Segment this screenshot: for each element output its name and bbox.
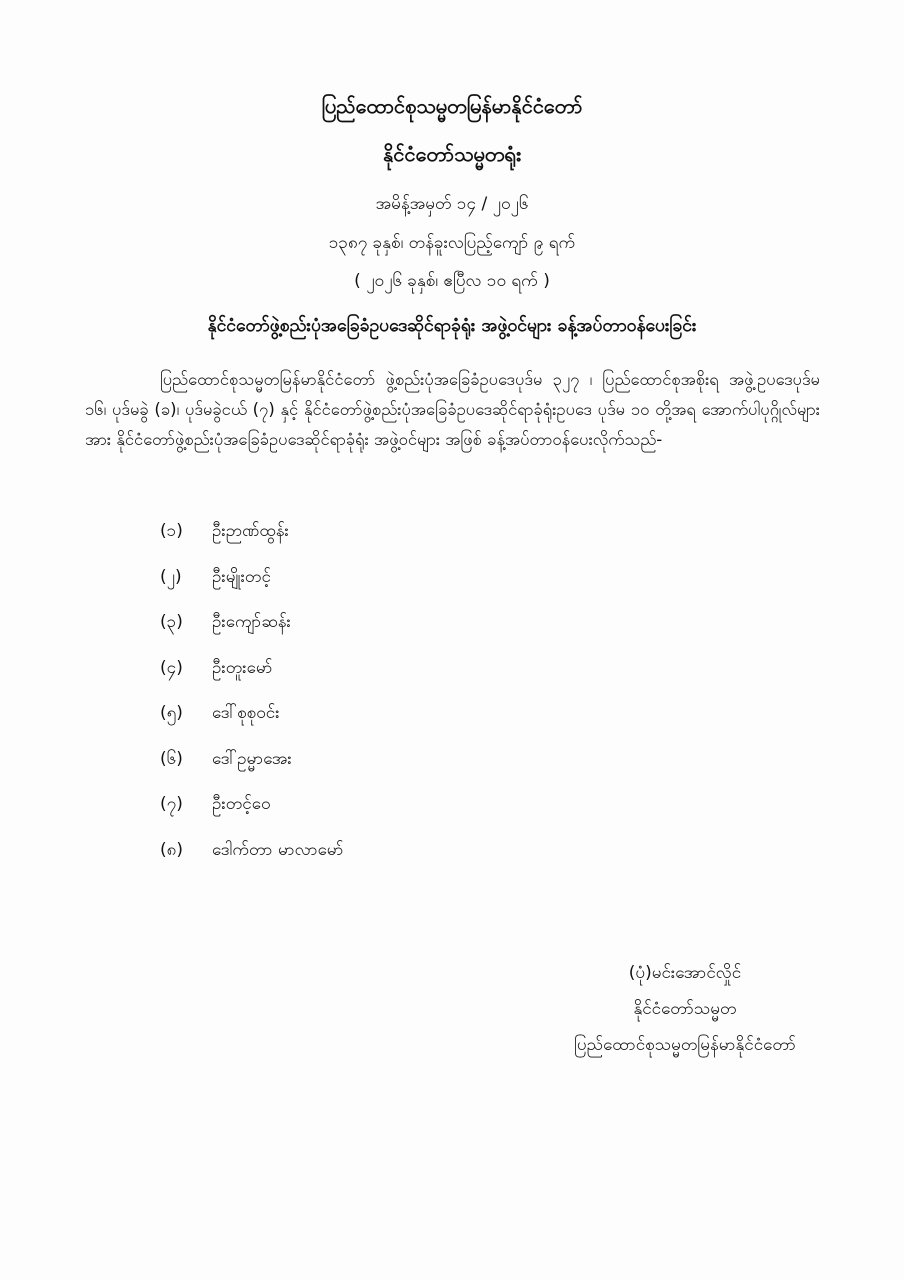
list-item <box>160 829 344 875</box>
member-list <box>160 510 344 874</box>
member-number: (၄) <box>160 657 183 678</box>
list-item <box>160 783 344 829</box>
member-name: ဦးဉာဏ်ထွန်း <box>212 521 289 542</box>
list-item <box>160 692 344 738</box>
office-name: နိုင်ငံတော်သမ္မတရုံး <box>383 142 521 166</box>
member-number: (၅) <box>160 703 183 724</box>
member-name: ဒေါ်စုစုဝင်း <box>212 703 280 724</box>
order-number: အမိန့်အမှတ် ၁၄ / ၂၀၂၆ <box>375 194 529 214</box>
member-name: ဦးတူးမော် <box>212 657 273 678</box>
member-number: (၃) <box>160 612 183 633</box>
order-subject: နိုင်ငံတော်ဖွဲ့စည်းပုံအခြေခံဥပဒေဆိုင်ရာခုံရုံး အဖွဲ့ဝင်များ ခန့်အပ်တာဝန်ပေးခြင်း <box>207 316 697 336</box>
member-number: (၁) <box>160 521 183 542</box>
document-title: ပြည်ထောင်စုသမ္မတမြန်မာနိုင်ငံတော် <box>321 94 583 118</box>
list-item <box>160 601 344 647</box>
member-number: (၇) <box>160 794 183 815</box>
signatory-office: ပြည်ထောင်စုသမ္မတမြန်မာနိုင်ငံတော် <box>574 1035 796 1055</box>
signature-block <box>540 955 830 1063</box>
list-item <box>160 647 344 693</box>
member-name: ဒေါ်ဥမ္မာအေး <box>212 748 292 769</box>
signatory-title: နိုင်ငံတော်သမ္မတ <box>633 999 737 1019</box>
gregorian-date: ( ၂၀၂၆ ခုနှစ်၊ ဧပြီလ ၁၀ ရက် ) <box>354 271 550 291</box>
member-number: (၂) <box>160 566 182 587</box>
signatory-name: (ပုံ)မင်းအောင်လှိုင် <box>628 963 742 983</box>
member-name: ဦးတင့်ဝေ <box>212 794 271 815</box>
member-name: ဦးကျော်ဆန်း <box>212 612 291 633</box>
order-body: ပြည်ထောင်စုသမ္မတမြန်မာနိုင်ငံတော် ဖွဲ့စည်းပုံအခြေခံဥပဒေပုဒ်မ ၃၂၇ ၊ ပြည်ထောင်စုအစိုးရ အဖွဲ့ဥပဒေပုဒ်မ ၁၆၊ ပုဒ်မခွဲ (ခ)၊ ပုဒ်မခွဲငယ် (၇) နှင့် နိုင်ငံတော်ဖွဲ့စည်းပုံအခြေခံဥပဒေဆိုင်ရာခုံရုံးဥပဒေ ပုဒ်မ ၁၀ တို့အရ အောက်ပါပုဂ္ဂိုလ်များအား နိုင်ငံတော်ဖွဲ့စည်းပုံအခြေခံဥပဒေဆိုင်ရာခုံရုံး အဖွဲ့ဝင်များ အဖြစ် ခန့်အပ်တာဝန်ပေးလိုက်သည်- <box>85 370 820 449</box>
list-item <box>160 738 344 784</box>
member-number: (၆) <box>160 748 183 769</box>
list-item <box>160 510 344 556</box>
member-name: ဒေါက်တာ မာလာမော် <box>212 839 344 860</box>
myanmar-date: ၁၃၈၇ ခုနှစ်၊ တန်ခူးလပြည့်ကျော် ၉ ရက် <box>328 233 576 253</box>
member-name: ဦးမျိုးတင့် <box>212 566 271 587</box>
list-item <box>160 556 344 602</box>
member-number: (၈) <box>160 839 183 860</box>
